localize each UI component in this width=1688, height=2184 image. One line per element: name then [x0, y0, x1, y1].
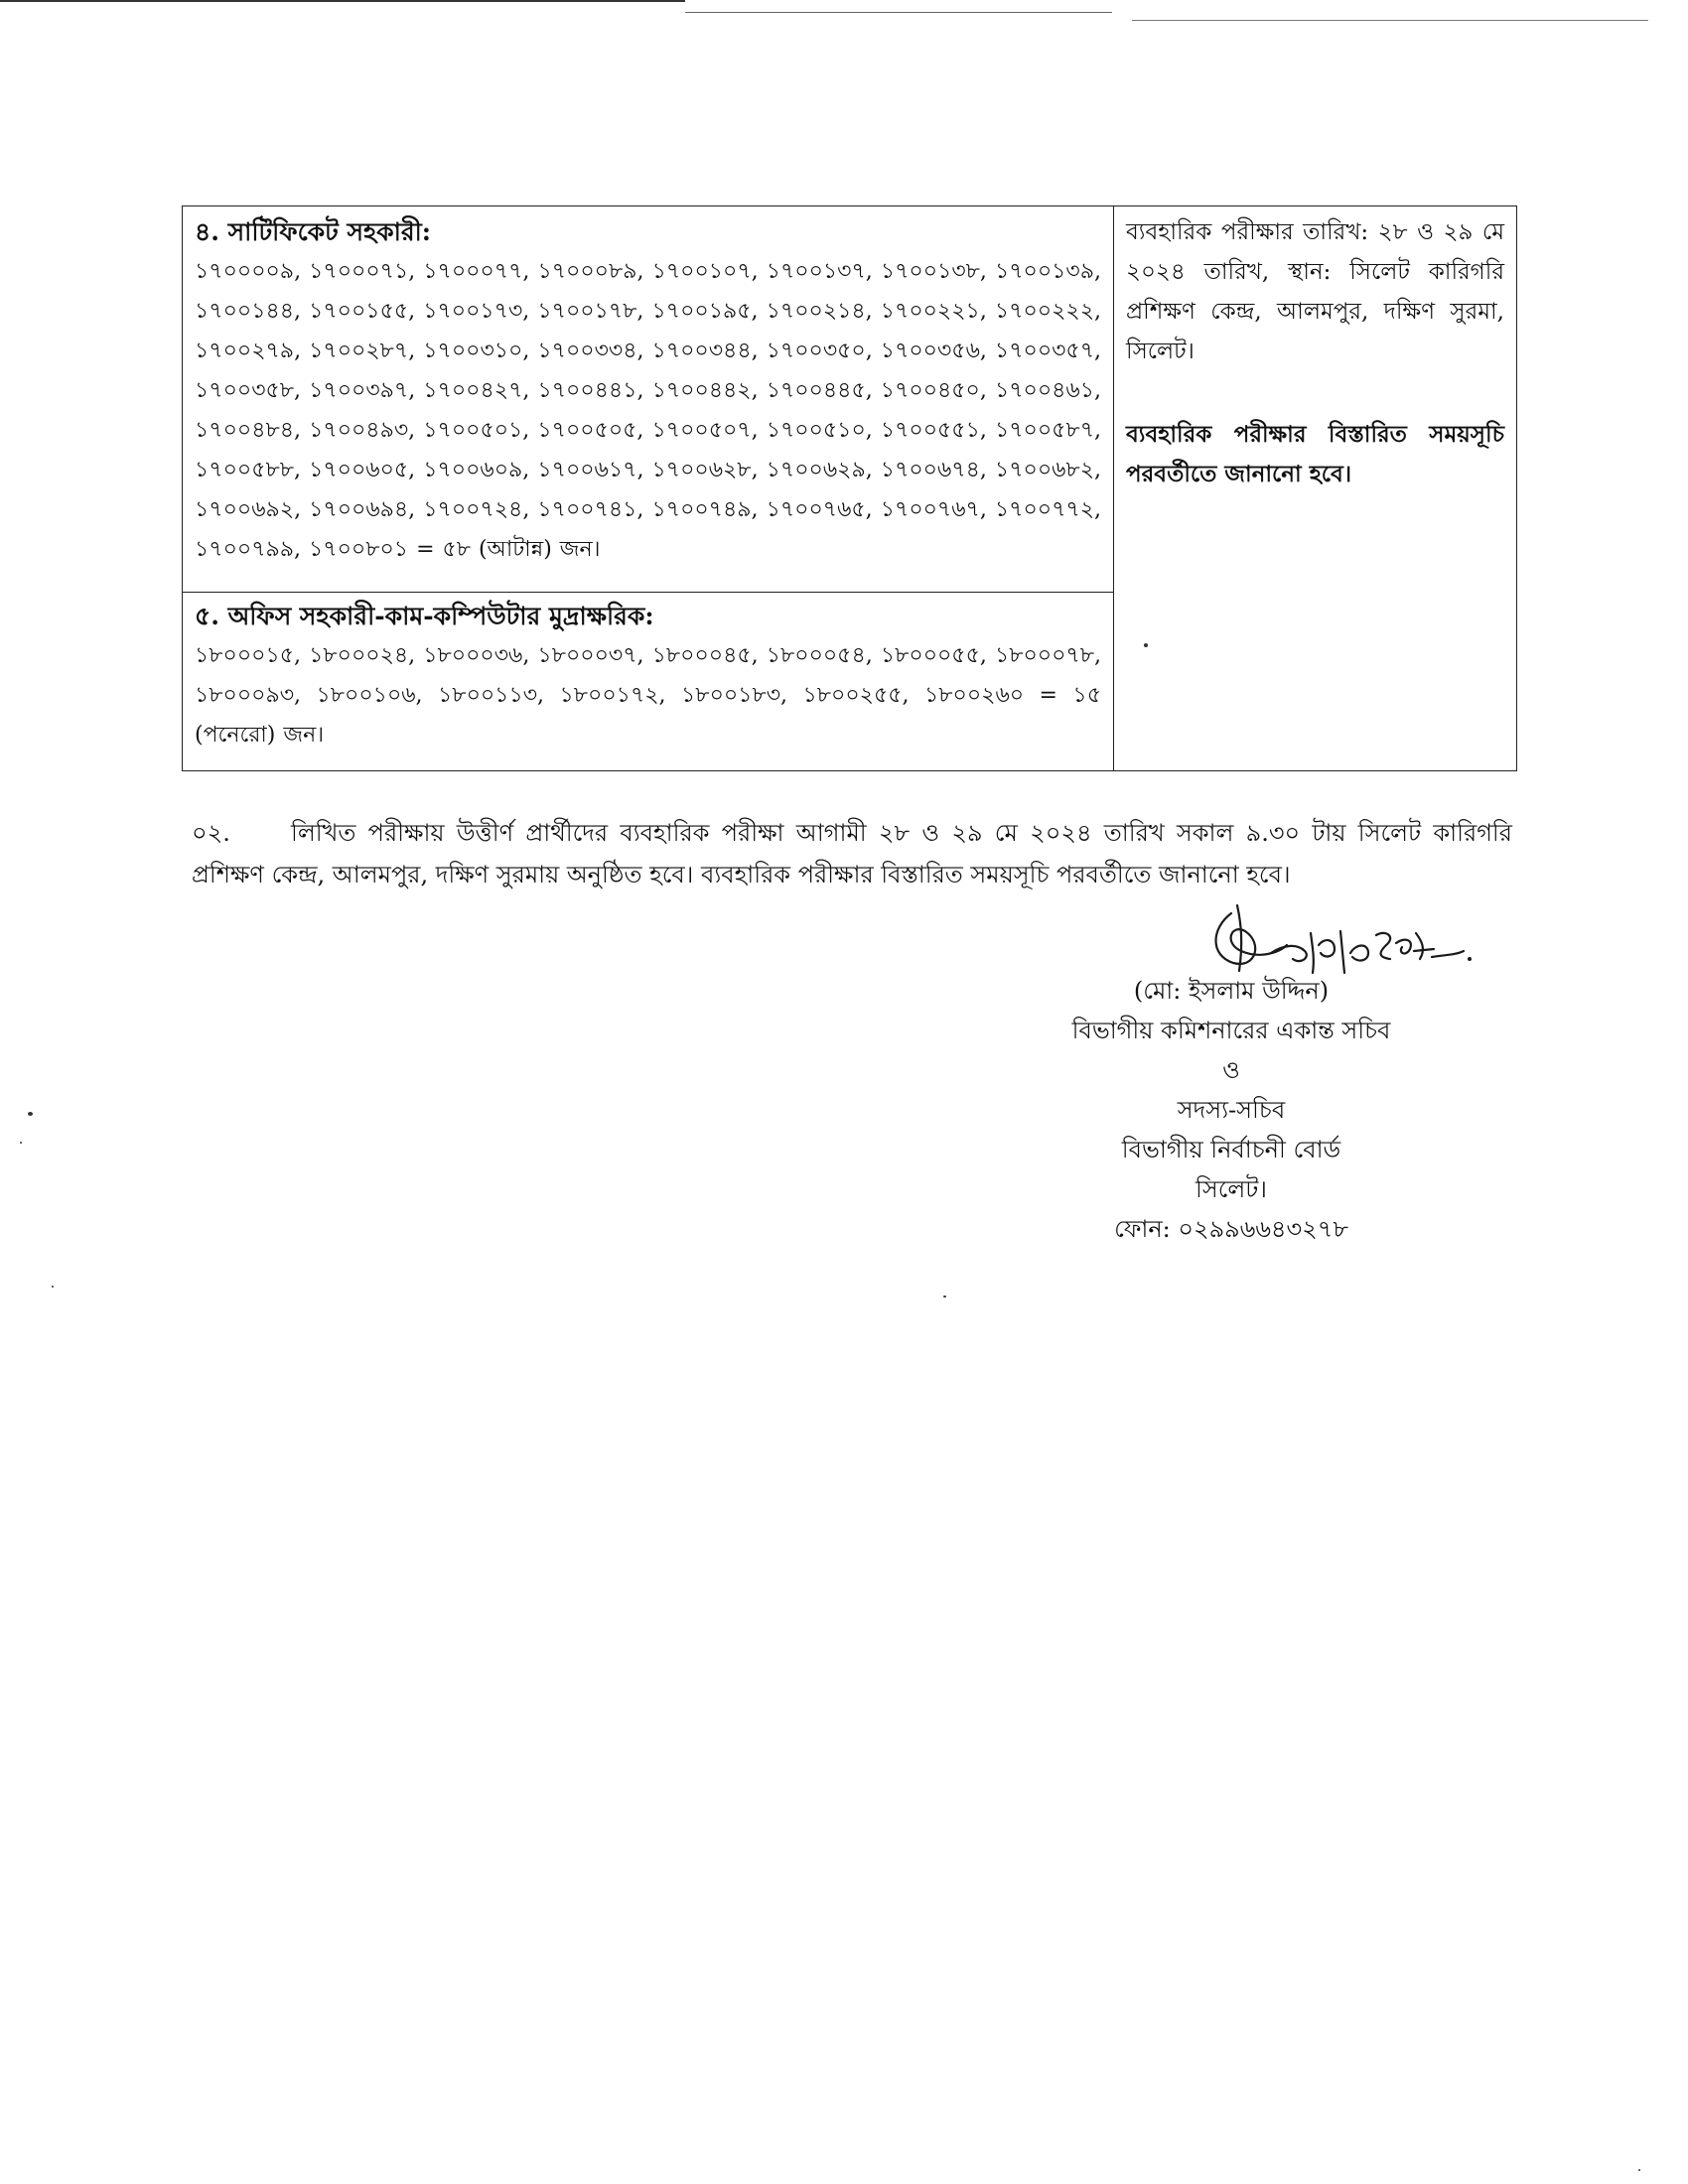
- signatory-block: [1023, 971, 1440, 1249]
- signatory-designation: বিভাগীয় কমিশনারের একান্ত সচিব: [1071, 1017, 1391, 1044]
- section-heading: ৪. সাটিফিকেট সহকারী:: [195, 217, 431, 246]
- scan-speck: [28, 1112, 33, 1116]
- section-certificate-assistant: [183, 206, 1113, 592]
- roll-list-cell: [183, 206, 1114, 771]
- top-scan-rule: [685, 12, 1112, 13]
- top-scan-rule: [0, 0, 685, 2]
- signatory-board: বিভাগীয় নির্বাচনী বোর্ড: [1121, 1136, 1341, 1163]
- results-table: [182, 205, 1517, 771]
- scan-speck: [20, 1142, 22, 1144]
- exam-info-cell: [1114, 206, 1517, 771]
- section-office-assistant: [183, 592, 1113, 770]
- roll-numbers: ১৮০০০১৫, ১৮০০০২৪, ১৮০০০৩৬, ১৮০০০৩৭, ১৮০০০৪৫, ১৮০০০৫৪, ১৮০০০৫৫, ১৮০০০৭৮, ১৮০০০৯৩, ১৮০০১০৬, ১৮০০১১৩, ১৮০০১৭২, ১৮০০১৮৩, ১৮০০২৫৫, ১৮০০২৬০ = ১৫ (পনেরো) জন।: [195, 643, 1101, 748]
- signatory-conjunction: ও: [1222, 1056, 1240, 1084]
- top-scan-rule: [1132, 20, 1648, 21]
- exam-date-venue: ব্যবহারিক পরীক্ষার তারিখ: ২৮ ও ২৯ মে ২০২৪ তারিখ, স্থান: সিলেট কারিগরি প্রশিক্ষণ কেন্দ্র, আলমপুর, দক্ষিণ সুরমা, সিলেট।: [1126, 219, 1504, 364]
- paragraph-number: ০২.: [192, 819, 230, 847]
- signatory-role: সদস্য-সচিব: [1177, 1096, 1286, 1124]
- stray-mark: [1144, 643, 1148, 647]
- scan-speck: [943, 1296, 946, 1297]
- scan-speck: [1638, 2169, 1640, 2171]
- signatory-city: সিলেট।: [1196, 1175, 1267, 1203]
- scan-speck: [52, 1286, 54, 1288]
- roll-numbers: ১৭০০০০৯, ১৭০০০৭১, ১৭০০০৭৭, ১৭০০০৮৯, ১৭০০১০৭, ১৭০০১৩৭, ১৭০০১৩৮, ১৭০০১৩৯, ১৭০০১৪৪, ১৭০০১৫৫, ১৭০০১৭৩, ১৭০০১৭৮, ১৭০০১৯৫, ১৭০০২১৪, ১৭০০২২১, ১৭০০২২২, ১৭০০২৭৯, ১৭০০২৮৭, ১৭০০৩১০, ১৭০০৩৩৪, ১৭০০৩৪৪, ১৭০০৩৫০, ১৭০০৩৫৬, ১৭০০৩৫৭, ১৭০০৩৫৮, ১৭০০৩৯৭, ১৭০০৪২৭, ১৭০০৪৪১, ১৭০০৪৪২, ১৭০০৪৪৫, ১৭০০৪৫০, ১৭০০৪৬১, ১৭০০৪৮৪, ১৭০০৪৯৩, ১৭০০৫০১, ১৭০০৫০৫, ১৭০০৫০৭, ১৭০০৫১০, ১৭০০৫৫১, ১৭০০৫৮৭, ১৭০০৫৮৮, ১৭০০৬০৫, ১৭০০৬০৯, ১৭০০৬১৭, ১৭০০৬২৮, ১৭০০৬২৯, ১৭০০৬৭৪, ১৭০০৬৮২, ১৭০০৬৯২, ১৭০০৬৯৪, ১৭০০৭২৪, ১৭০০৭৪১, ১৭০০৭৪৯, ১৭০০৭৬৫, ১৭০০৭৬৭, ১৭০০৭৭২, ১৭০০৭৯৯, ১৭০০৮০১ = ৫৮ (আটান্ন) জন।: [195, 259, 1101, 562]
- section-heading: ৫. অফিস সহকারী-কাম-কম্পিউটার মুদ্রাক্ষরিক:: [195, 602, 654, 630]
- schedule-note: ব্যবহারিক পরীক্ষার বিস্তারিত সময়সূচি পরবর্তীতে জানানো হবে।: [1126, 421, 1504, 487]
- signatory-phone: ফোন: ০২৯৯৬৬৪৩২৭৮: [1114, 1215, 1348, 1243]
- paragraph-02: [192, 812, 1512, 895]
- paragraph-text: লিখিত পরীক্ষায় উত্তীর্ণ প্রার্থীদের ব্যবহারিক পরীক্ষা আগামী ২৮ ও ২৯ মে ২০২৪ তারিখ সকাল ৯.৩০ টায় সিলেট কারিগরি প্রশিক্ষণ কেন্দ্র, আলমপুর, দক্ষিণ সুরমায় অনুষ্ঠিত হবে। ব্যবহারিক পরীক্ষার বিস্তারিত সময়সূচি পরবর্তীতে জানানো হবে।: [192, 819, 1512, 888]
- signatory-name: (মো: ইসলাম উদ্দিন): [1133, 977, 1330, 1005]
